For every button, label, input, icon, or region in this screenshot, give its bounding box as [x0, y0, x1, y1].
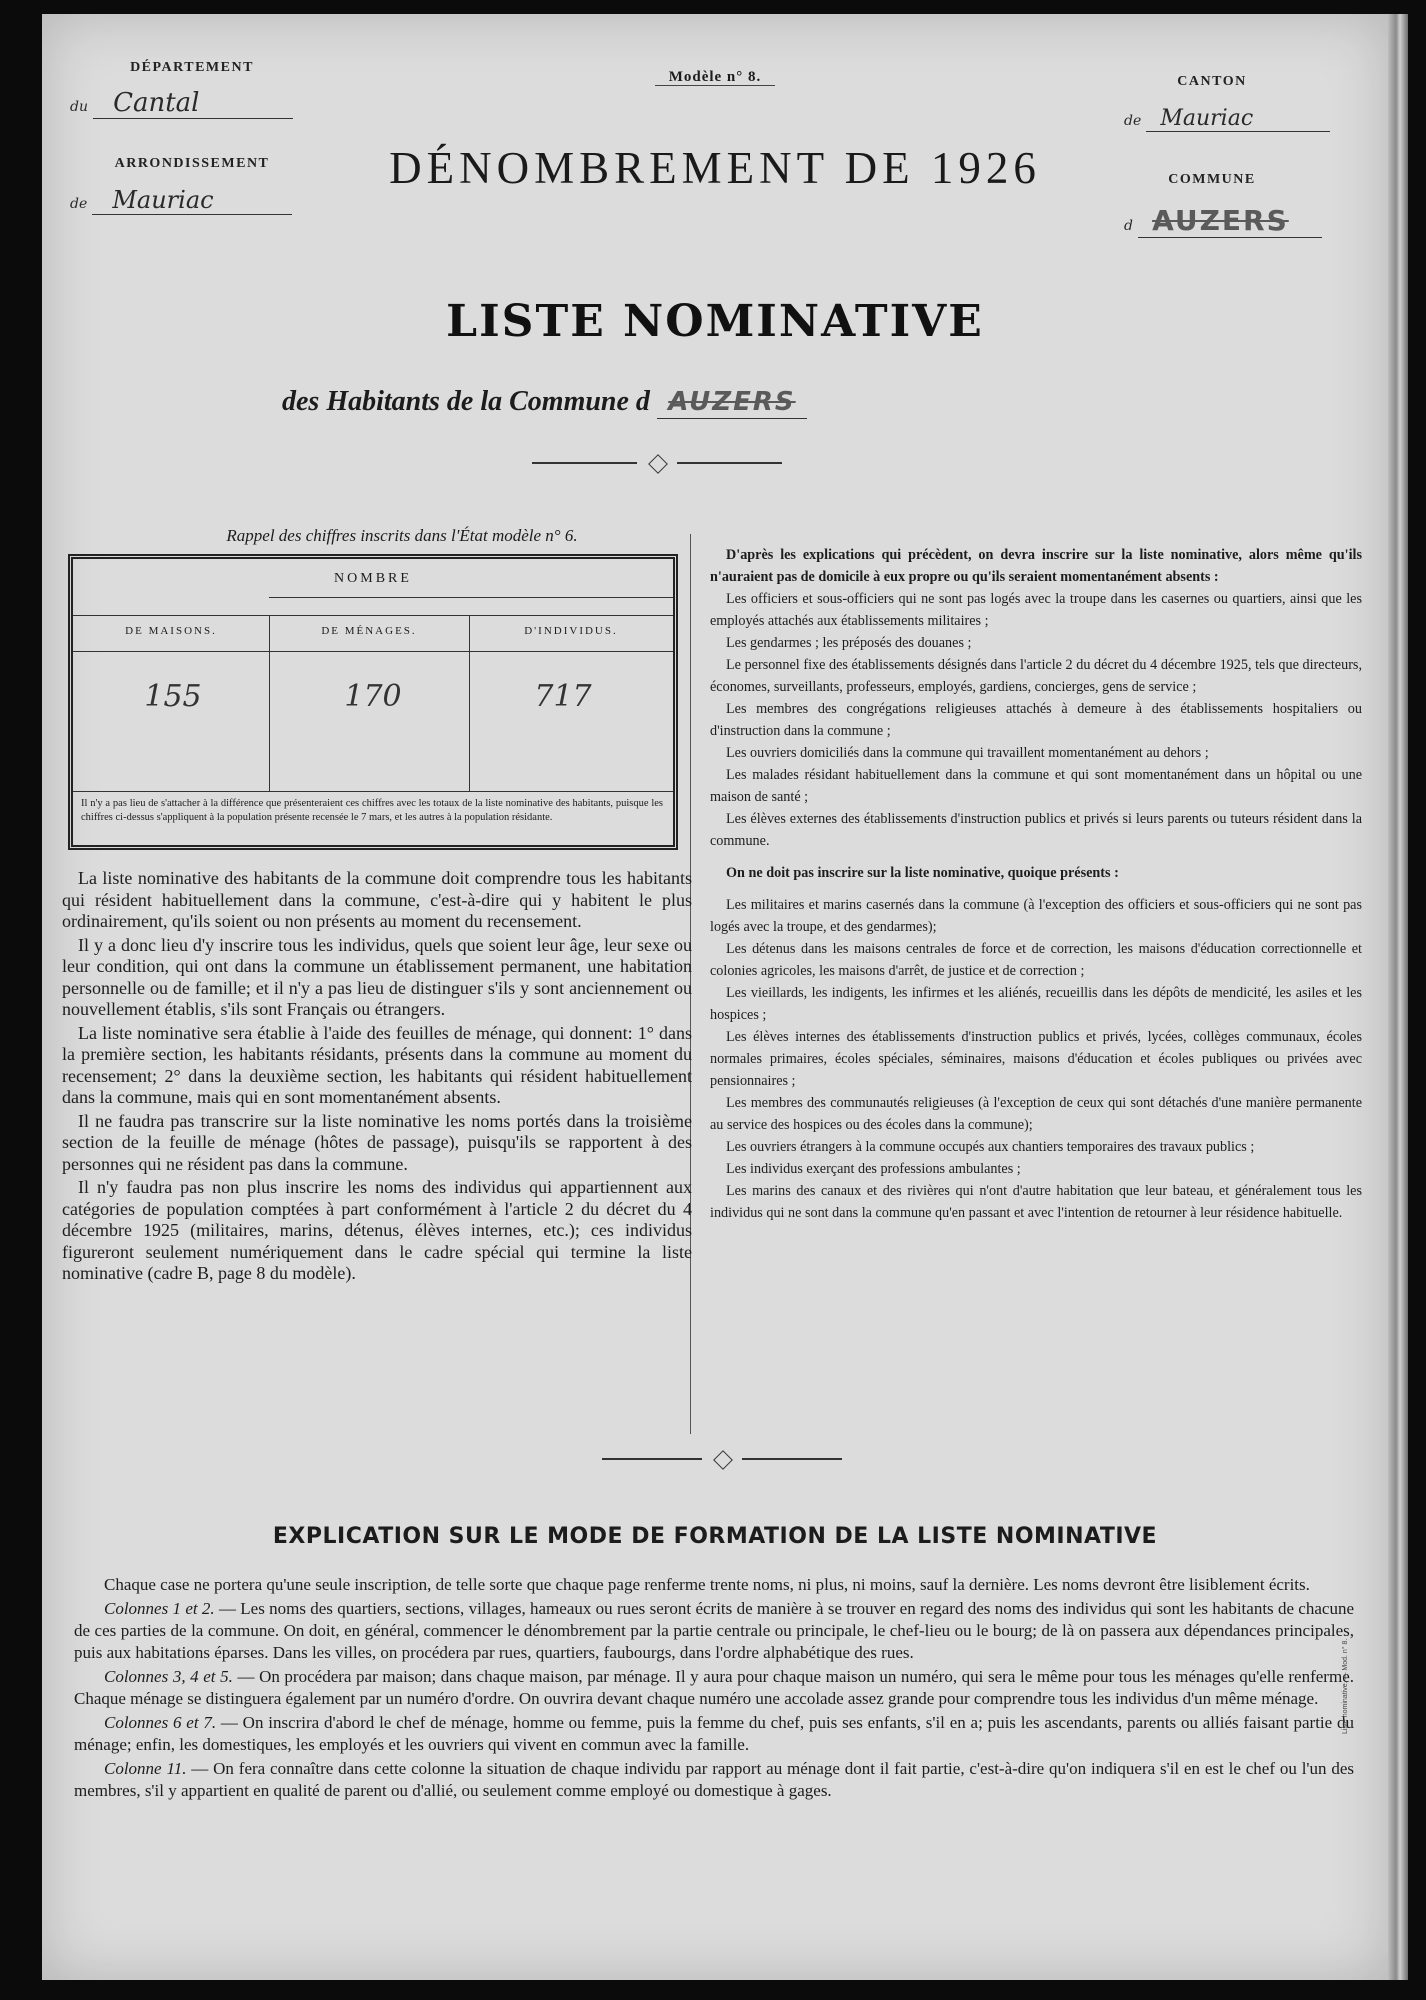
- explanation-item-label: Colonnes 6 et 7.: [104, 1713, 217, 1732]
- explanation-item-text: — Les noms des quartiers, sections, villages, hameaux ou rues seront écrits de manière à se trouver en regard des noms des individus qui sont les habitants de chacune de ces parties de la commune. On doit, en général, commencer le dénombrement par la partie centrale ou principale, le chef-lieu ou le bourg; de là on passera aux dépendances principales, puis aux habitations éparses. Dans les villes, on procédera par rues, quartiers, faubourgs, dans l'ordre alphabétique des rues.: [74, 1599, 1354, 1662]
- ornament-divider: [602, 1452, 842, 1466]
- left-instructions: [62, 868, 692, 1287]
- right-instructions: [710, 544, 1362, 1224]
- arrondissement-label: ARRONDISSEMENT: [114, 156, 270, 171]
- explanation-item: [74, 1598, 1354, 1664]
- side-printer-note: Liste nominative. — Mod. n° 8.: [1342, 1638, 1349, 1734]
- explanation-item: [74, 1666, 1354, 1710]
- ornament-divider: [532, 456, 782, 470]
- stacked-pages-edge: [1388, 14, 1408, 1980]
- explanation-item-text: — On procédera par maison; dans chaque maison, par ménage. Il y aura pour chaque maison un numéro, qui sera le même pour tous les ménages qu'elle renferme. Chaque ménage se distinguera également par un numéro d'ordre. On ouvrira devant chaque numéro une accolade assez grande pour comprendre tous les individus d'un même ménage.: [74, 1667, 1354, 1708]
- recall-note: Il n'y a pas lieu de s'attacher à la différence que présenteraient ces chiffres avec les totaux de la liste nominative des habitants, puisque les chiffres ci-dessus s'appliquent à la population présente recensée le 7 mars, et les autres à la population résidante.: [81, 798, 663, 823]
- col-header-menages: DE MÉNAGES.: [321, 625, 417, 637]
- subtitle-stamp: AUZERS: [668, 387, 796, 417]
- left-paragraph: Il n'y faudra pas non plus inscrire les noms des individus qui appartiennent aux catégories de population comptées à part conformément à l'article 2 du décret du 4 décembre 1925 (militaires, marins, détenus, élèves internes, etc.); ces individus figureront seulement numériquement dans le cadre spécial qui termine la liste nominative (cadre B, page 8 du modèle).: [62, 1177, 692, 1283]
- departement-label: DÉPARTEMENT: [130, 60, 254, 75]
- right-item: Les membres des communautés religieuses (à l'exception de ceux qui sont détachés d'une manière permanente au service des hospices ou des écoles dans la commune);: [710, 1095, 1362, 1133]
- right-item: Les militaires et marins casernés dans la commune (à l'exception des officiers et sous-officiers qui ne sont pas logés avec la troupe, et des gendarmes);: [710, 897, 1362, 935]
- right-heading: On ne doit pas inscrire sur la liste nominative, quoique présents :: [726, 865, 1119, 881]
- canton-prefix: de: [1124, 113, 1142, 129]
- page-title: DÉNOMBREMENT DE 1926: [389, 143, 1041, 193]
- left-paragraph: La liste nominative des habitants de la commune doit comprendre tous les habitants qui résident habituellement dans la commune, c'est-à-dire qui y habitent le plus ordinairement, qu'ils soient ou non présents au moment du recensement.: [62, 868, 692, 931]
- right-item: Les élèves internes des établissements d'instruction publics et privés, lycées, collèges communaux, écoles normales primaires, écoles spéciales, séminaires, maisons d'éducation et écoles publiques ou privées avec pensionnaires ;: [710, 1029, 1362, 1089]
- explanation-item: [74, 1758, 1354, 1802]
- right-item: Les membres des congrégations religieuses attachés à demeure à des établissements hospitaliers ou d'instruction dans la commune ;: [710, 701, 1362, 739]
- value-individus: 717: [534, 679, 592, 714]
- explanation-item-label: Colonnes 1 et 2.: [104, 1599, 215, 1618]
- right-item: Le personnel fixe des établissements désignés dans l'article 2 du décret du 4 décembre 1925, tels que directeurs, économes, surveillants, professeurs, employés, gardiens, concierges, gens de service ;: [710, 657, 1362, 695]
- right-item: Les ouvriers étrangers à la commune occupés aux chantiers temporaires des travaux publics ;: [726, 1139, 1255, 1155]
- col-header-individus: D'INDIVIDUS.: [524, 625, 618, 637]
- explanation-intro: Chaque case ne portera qu'une seule inscription, de telle sorte que chaque page renferme trente noms, ni plus, ni moins, sauf la dernière. Les noms devront être lisiblement écrits.: [104, 1575, 1310, 1594]
- explanation-item-label: Colonnes 3, 4 et 5.: [104, 1667, 233, 1686]
- recall-table: [68, 554, 678, 850]
- explanation-item: [74, 1712, 1354, 1756]
- value-menages: 170: [344, 679, 402, 714]
- explanation-title: EXPLICATION SUR LE MODE DE FORMATION DE LA LISTE NOMINATIVE: [272, 1524, 1158, 1549]
- explanation-item-text: — On inscrira d'abord le chef de ménage, homme ou femme, puis la femme du chef, puis ses enfants, s'il en a; puis les ascendants, parents ou alliés faisant partie du ménage; enfin, les domestiques, les employés et les ouvriers qui vivent en commun avec la famille.: [74, 1713, 1354, 1754]
- canton-field: [1124, 106, 1364, 140]
- right-item: Les marins des canaux et des rivières qui n'ont d'autre habitation que leur bateau, et généralement tous les individus qui ne sont dans la commune qu'en passant et avec l'intention de retourner à leur résidence habituelle.: [710, 1183, 1362, 1221]
- arrondissement-value: Mauriac: [92, 186, 292, 215]
- arrondissement-prefix: de: [70, 196, 88, 212]
- subtitle: [282, 386, 807, 419]
- departement-prefix: du: [70, 99, 88, 115]
- explanation-item-text: — On fera connaître dans cette colonne la situation de chaque individu par rapport au ménage dont il fait partie, c'est-à-dire qu'on indiquera s'il en est le chef ou l'un des membres, s'il y appartient en qualité de parent ou d'allié, ou seulement comme employé ou domestique à gages.: [74, 1759, 1354, 1800]
- right-item: Les ouvriers domiciliés dans la commune qui travaillent momentanément au dehors ;: [726, 745, 1209, 761]
- right-item: Les vieillards, les indigents, les infirmes et les aliénés, recueillis dans les dépôts de mendicité, les asiles et les hospices ;: [710, 985, 1362, 1023]
- recall-group-header: NOMBRE: [334, 571, 412, 586]
- model-number: Modèle n° 8.: [655, 69, 776, 86]
- right-item: Les malades résidant habituellement dans la commune et qui sont momentanément dans un hôpital ou une maison de santé ;: [710, 767, 1362, 805]
- right-intro: D'après les explications qui précèdent, on devra inscrire sur la liste nominative, alors même qu'ils n'auraient pas de domicile à eux propre ou qu'ils seraient momentanément absents :: [710, 547, 1362, 585]
- departement-value: Cantal: [93, 88, 293, 119]
- right-item: Les élèves externes des établissements d'instruction publics et privés si leurs parents ou tuteurs résident dans la commune.: [710, 811, 1362, 849]
- census-sheet: [42, 14, 1388, 1980]
- commune-prefix: d: [1124, 218, 1133, 234]
- commune-field: [1124, 204, 1364, 244]
- left-paragraph: La liste nominative sera établie à l'aide des feuilles de ménage, qui donnent: 1° dans la première section, les habitants résidants, présents dans la commune au moment du recensement; 2° dans la deuxième section, les habitants qui résident habituellement dans la commune, mais qui en sont momentanément absents.: [62, 1022, 692, 1107]
- canton-label: CANTON: [1177, 74, 1247, 89]
- explanation-item-label: Colonne 11.: [104, 1759, 187, 1778]
- right-item: Les gendarmes ; les préposés des douanes ;: [726, 635, 972, 651]
- right-item: Les détenus dans les maisons centrales de force et de correction, les maisons d'éducation correctionnelle et colonies agricoles, les maisons d'arrêt, de justice et de correction ;: [710, 941, 1362, 979]
- left-paragraph: Il y a donc lieu d'y inscrire tous les individus, quels que soient leur âge, leur sexe ou leur condition, qui ont dans la commune un établissement permanent, une habitation personnelle ou de famille; et il n'y a pas lieu de distinguer s'ils y sont anciennement ou nouvellement établis, s'ils sont Français ou étrangers.: [62, 934, 692, 1019]
- right-item: Les individus exerçant des professions ambulantes ;: [726, 1161, 1021, 1177]
- list-title: LISTE NOMINATIVE: [446, 296, 984, 347]
- right-item: Les officiers et sous-officiers qui ne sont pas logés avec la troupe dans les casernes ou quartiers, ainsi que les employés attachés aux établissements militaires ;: [710, 591, 1362, 629]
- subtitle-text: des Habitants de la Commune d: [282, 386, 650, 417]
- departement-field: [70, 88, 300, 118]
- commune-stamp: AUZERS: [1152, 204, 1289, 237]
- canton-value: Mauriac: [1146, 106, 1330, 132]
- commune-label: COMMUNE: [1168, 172, 1256, 187]
- col-header-maisons: DE MAISONS.: [125, 625, 217, 637]
- recall-caption: Rappel des chiffres inscrits dans l'État modèle n° 6.: [226, 526, 578, 545]
- value-maisons: 155: [144, 679, 202, 714]
- left-paragraph: Il ne faudra pas transcrire sur la liste nominative les noms portés dans la troisième section de la feuille de ménage (hôtes de passage), puisqu'ils se rapportent à des personnes qui ne résident pas dans la commune.: [62, 1110, 692, 1174]
- explanation-body: [74, 1574, 1354, 1804]
